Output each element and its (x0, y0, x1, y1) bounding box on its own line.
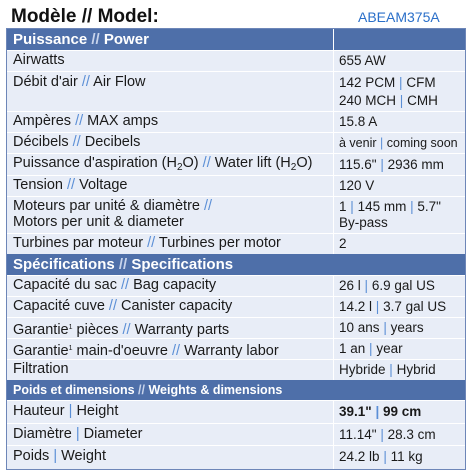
section-header-power (7, 29, 465, 51)
label-airwatts: Airwatts (13, 52, 65, 68)
label-canister: Capacité cuve // Canister capacity (13, 298, 233, 314)
label-turbines: Turbines par moteur // Turbines per motor (13, 235, 281, 251)
model-code: ABEAM375A (358, 9, 440, 25)
section-header-dims (7, 380, 465, 401)
value-amps: 15.8 A (339, 114, 378, 129)
row-warranty-parts (7, 317, 465, 339)
section-title-specs: Spécifications // Specifications (13, 256, 234, 273)
title-row (0, 0, 473, 28)
label-airflow: Débit d'air // Air Flow (13, 74, 146, 90)
section-title-power: Puissance // Power (13, 31, 149, 48)
row-airwatts (7, 50, 465, 72)
label-height: Hauteur | Height (13, 403, 119, 419)
value-airflow-2: 240 MCH | CMH (339, 93, 438, 108)
value-warranty-parts: 10 ans | years (339, 320, 424, 335)
row-height (7, 400, 465, 424)
label-motors-en: Motors per unit & diameter (13, 214, 184, 230)
label-bag: Capacité du sac // Bag capacity (13, 277, 217, 293)
value-motors-2: By-pass (339, 215, 388, 230)
value-height: 39.1" | 99 cm (339, 404, 422, 419)
value-airwatts: 655 AW (339, 53, 386, 68)
label-waterlift: Puissance d'aspiration $(H_2O)$ // Water lift $(H_2O)$ (13, 155, 313, 173)
label-weight: Poids | Weight (13, 448, 106, 464)
value-canister: 14.2 l | 3.7 gal US (339, 299, 447, 314)
value-waterlift: 115.6" | 2936 mm (339, 157, 444, 172)
row-diameter (7, 423, 465, 446)
label-motors-fr: Moteurs par unité & diamètre // (13, 198, 213, 214)
value-decibels: à venir | coming soon (339, 136, 458, 150)
row-bag (7, 275, 465, 297)
row-amps (7, 111, 465, 133)
label-warranty-parts: Garantie$^1$ pièces // Warranty parts (13, 322, 230, 338)
row-canister (7, 296, 465, 318)
value-warranty-labor: 1 an | year (339, 341, 403, 356)
row-warranty-labor (7, 338, 465, 360)
row-waterlift (7, 153, 465, 176)
label-voltage: Tension // Voltage (13, 177, 128, 193)
value-weight: 24.2 lb | 11 kg (339, 449, 423, 464)
label-diameter: Diamètre | Diameter (13, 426, 143, 442)
value-voltage: 120 V (339, 178, 375, 193)
section-title-dims: Poids et dimensions // Weights & dimensions (13, 383, 283, 397)
value-motors-1: 1 | 145 mm | 5.7" (339, 199, 441, 214)
label-warranty-labor: Garantie$^1$ main-d'oeuvre // Warranty labor (13, 343, 279, 359)
row-airflow (7, 71, 465, 112)
section-header-specs (7, 254, 465, 276)
row-filtration (7, 359, 465, 381)
value-turbines: 2 (339, 236, 347, 251)
row-voltage (7, 175, 465, 197)
value-bag: 26 l | 6.9 gal US (339, 278, 435, 293)
row-weight (7, 445, 465, 469)
value-filtration: Hybride | Hybrid (339, 362, 436, 377)
model-title: Modèle // Model: (11, 6, 159, 27)
row-motors (7, 196, 465, 234)
label-decibels: Décibels // Decibels (13, 134, 141, 150)
spec-table (6, 28, 466, 470)
label-amps: Ampères // MAX amps (13, 113, 159, 129)
value-airflow-1: 142 PCM | CFM (339, 75, 436, 90)
label-filtration: Filtration (13, 361, 69, 377)
row-decibels (7, 132, 465, 154)
row-turbines (7, 233, 465, 255)
value-diameter: 11.14" | 28.3 cm (339, 427, 436, 442)
